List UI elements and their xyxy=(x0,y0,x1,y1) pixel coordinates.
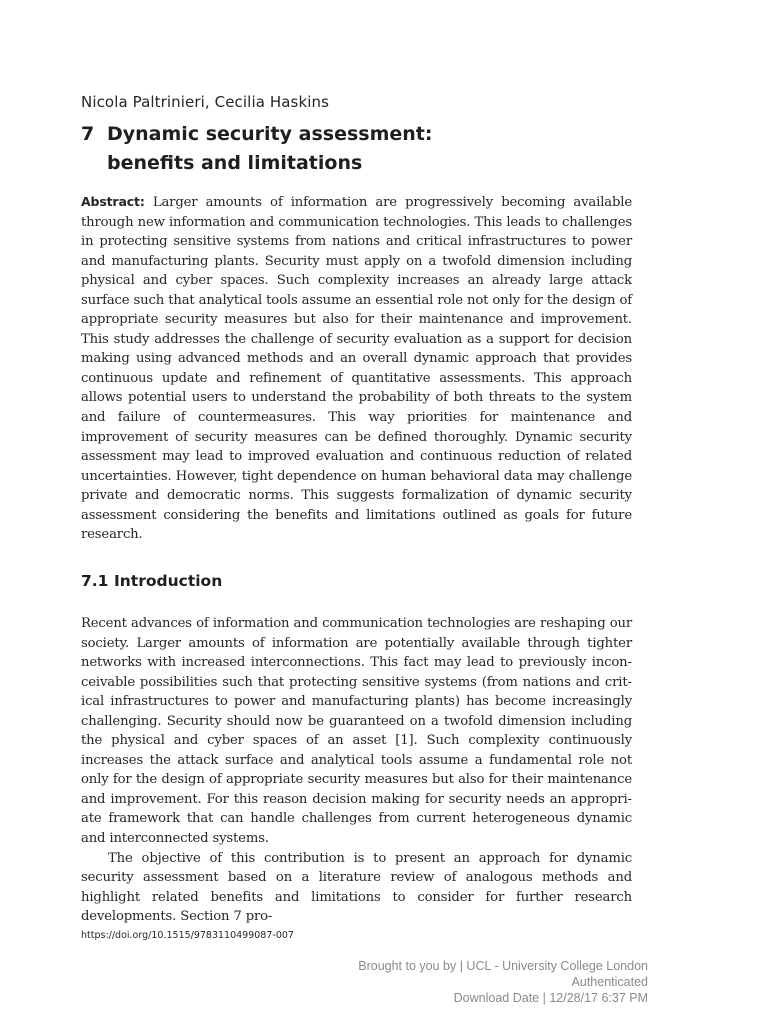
chapter-title xyxy=(81,120,432,178)
watermark-line: Authenticated xyxy=(571,975,648,989)
chapter-authors: Nicola Paltrinieri, Cecilia Haskins xyxy=(81,93,330,111)
watermark-line: Download Date | 12/28/17 6:37 PM xyxy=(453,991,648,1005)
watermark-line: Brought to you by | UCL - University College London xyxy=(358,959,648,973)
section-heading xyxy=(81,572,222,590)
download-watermark xyxy=(358,958,648,1006)
doi-link[interactable]: https://doi.org/10.1515/9783110499087-007 xyxy=(81,930,294,941)
chapter-number: 7 xyxy=(81,123,95,145)
section-title: Introduction xyxy=(114,572,223,590)
abstract-label: Abstract: xyxy=(81,194,145,209)
chapter-title-line-2: benefits and limitations xyxy=(107,152,363,174)
paragraph: The objective of this contribution is to present an approach for dynamic security assessment based on a literature review of analogous methods and highlight related benefits and limitations to consider for further research developments. Section 7 pro- xyxy=(81,850,632,925)
abstract-text: Larger amounts of information are progressively becoming available through new information and communication technologies. This leads to challenges in protecting sensitive systems from nations and critical infrastructures to power and manufacturing plants. Security must apply on a twofold dimension including physical and cyber spaces. Such complexity increases an already large attack surface such that analytical tools assume an essential role not only for the design of appropriate security measures but also for their maintenance and improvement. This study addresses the challenge of security evaluation as a support for decision making using advanced methods and an overall dynamic approach that provides continuous update and refinement of quantitative assessments. This approach allows potential users to understand the probability of both threats to the system and failure of countermeasures. This way priorities for maintenance and improvement of security measures can be defined thoroughly. Dynamic security assessment may lead to improved evaluation and continuous reduction of related uncertainties. However, tight dependence on human behavioral data may challenge private and democratic norms. This suggests formalization of dynamic security assessment considering the benefits and limitations outlined as goals for future research. xyxy=(81,195,632,543)
section-number: 7.1 xyxy=(81,572,109,590)
chapter-title-line-1: Dynamic security assessment: xyxy=(107,123,433,145)
section-body xyxy=(81,614,632,927)
abstract xyxy=(81,192,632,545)
paragraph: Recent advances of information and communication technologies are reshaping our society. Larger amounts of information are potentially available through tighter networks with increased interconnections. This fact may lead to previously inconceivable possibilities such that protecting sensitive systems (from nations and critical infrastructures to power and manufacturing plants) has become increasingly challenging. Security should now be guaranteed on a twofold dimension including the physical and cyber spaces of an asset [1]. Such complexity continuously increases the attack surface and analytical tools assume a fundamental role not only for the design of appropriate security measures but also for their maintenance and improvement. For this reason decision making for security needs an appropriate framework that can handle challenges from current heterogeneous dynamic and interconnected systems. xyxy=(81,616,632,847)
